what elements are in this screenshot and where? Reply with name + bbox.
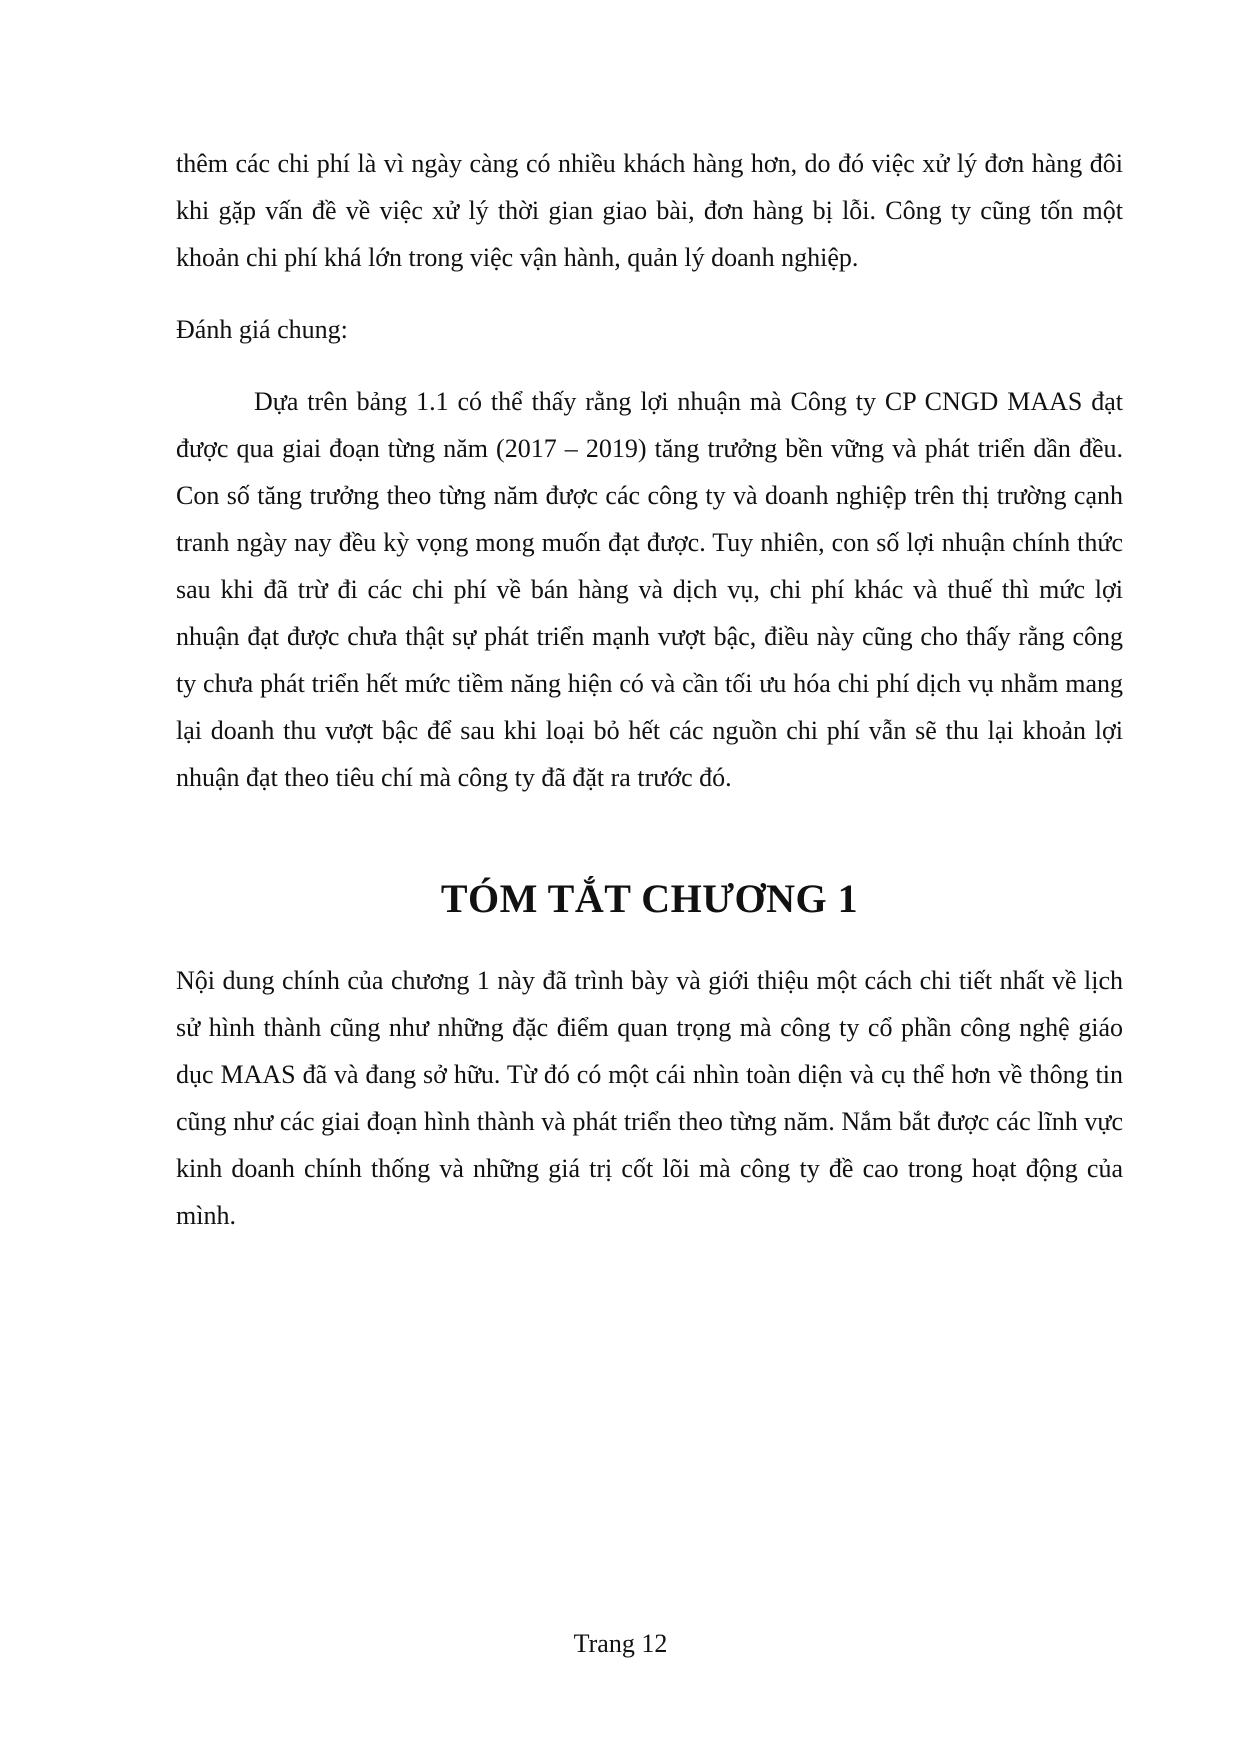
continuation-paragraph: thêm các chi phí là vì ngày càng có nhiều khách hàng hơn, do đó việc xử lý đơn hàng đôi khi gặp vấn đề về việc xử lý thời gian giao bài, đơn hàng bị lỗi. Công ty cũng tốn một khoản chi phí khá lớn trong việc vận hành, quản lý doanh nghiệp. bbox=[176, 149, 1123, 272]
paragraph-spacer bbox=[176, 281, 1123, 306]
section-spacer bbox=[176, 801, 1123, 869]
chapter-summary-paragraph: Nội dung chính của chương 1 này đã trình bày và giới thiệu một cách chi tiết nhất về lịch sử hình thành cũng như những đặc điểm quan trọng mà công ty cổ phần công nghệ giáo dục MAAS đã và đang sở hữu. Từ đó có một cái nhìn toàn diện và cụ thể hơn về thông tin cũng như các giai đoạn hình thành và phát triển theo từng năm. Nắm bắt được các lĩnh vực kinh doanh chính thống và những giá trị cốt lõi mà công ty đề cao trong hoạt động của mình. bbox=[176, 966, 1123, 1230]
chapter-summary-heading: TÓM TẮT CHƯƠNG 1 bbox=[440, 876, 859, 921]
paragraph-spacer bbox=[176, 353, 1123, 378]
page-content bbox=[176, 140, 1123, 1239]
assessment-paragraph: Dựa trên bảng 1.1 có thể thấy rằng lợi nhuận mà Công ty CP CNGD MAAS đạt được qua giai đoạn từng năm (2017 – 2019) tăng trưởng bền vững và phát triển dần đều. Con số tăng trưởng theo từng năm được các công ty và doanh nghiệp trên thị trường cạnh tranh ngày nay đều kỳ vọng mong muốn đạt được. Tuy nhiên, con số lợi nhuận chính thức sau khi đã trừ đi các chi phí về bán hàng và dịch vụ, chi phí khác và thuế thì mức lợi nhuận đạt được chưa thật sự phát triển mạnh vượt bậc, điều này cũng cho thấy rằng công ty chưa phát triển hết mức tiềm năng hiện có và cần tối ưu hóa chi phí dịch vụ nhằm mang lại doanh thu vượt bậc để sau khi loại bỏ hết các nguồn chi phí vẫn sẽ thu lại khoản lợi nhuận đạt theo tiêu chí mà công ty đã đặt ra trước đó. bbox=[176, 387, 1123, 792]
assessment-label: Đánh giá chung: bbox=[176, 315, 348, 344]
page-number: Trang 12 bbox=[573, 1629, 668, 1658]
heading-spacer bbox=[176, 929, 1123, 957]
